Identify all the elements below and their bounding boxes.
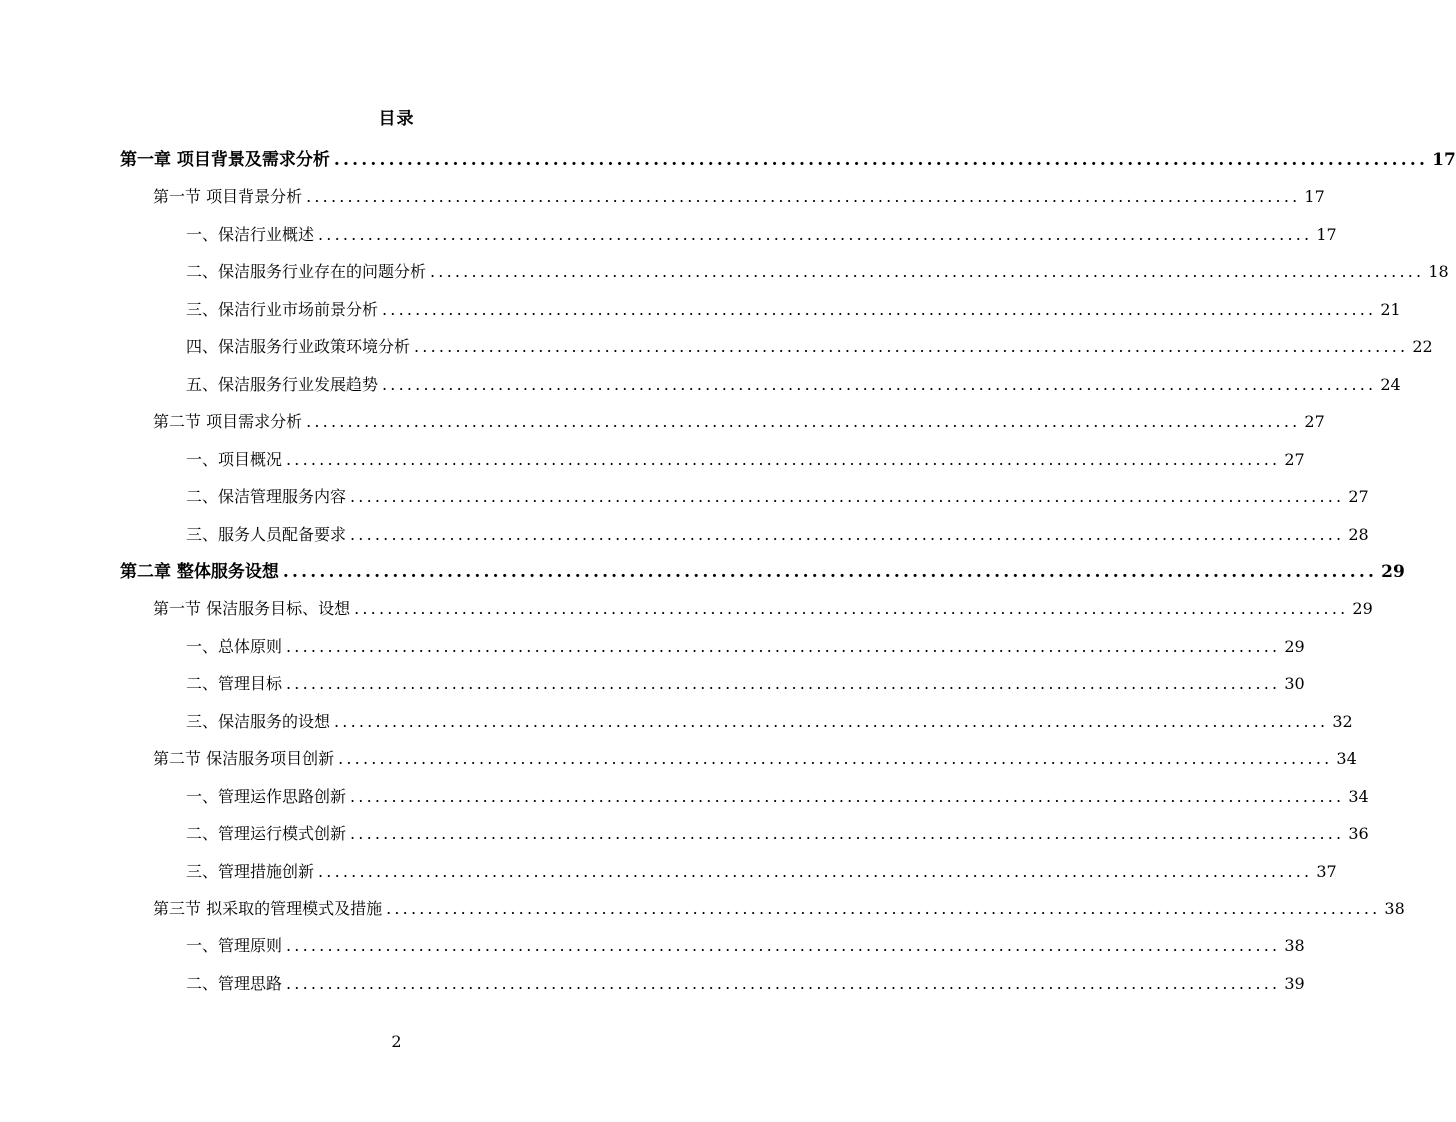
toc-section-entry[interactable] <box>153 410 1325 434</box>
toc-entry-label: 二、保洁管理服务内容 <box>186 487 347 507</box>
toc-entry-label: 一、保洁行业概述 <box>186 224 315 244</box>
toc-entry-page: 27 <box>1284 449 1305 469</box>
toc-entry-page: 17 <box>1316 224 1337 244</box>
toc-subsection-entry[interactable] <box>186 335 1433 359</box>
toc-dot-leader: ........................................................................................................................ <box>286 636 1281 656</box>
page-number: 2 <box>391 1032 402 1051</box>
toc-entry-label: 一、项目概况 <box>186 449 283 469</box>
toc-entry-page: 18 <box>1428 262 1449 282</box>
toc-dot-leader: ........................................................................................................................ <box>306 187 1301 207</box>
toc-subsection-entry[interactable] <box>186 822 1369 846</box>
toc-dot-leader: ........................................................................................................................ <box>382 299 1377 319</box>
toc-dot-leader: ........................................................................................................................ <box>350 824 1345 844</box>
toc-dot-leader: ........................................................................................................................ <box>354 599 1349 619</box>
toc-entry-page: 21 <box>1380 299 1401 319</box>
toc-entry-page: 38 <box>1284 936 1305 956</box>
page-title: 目录 <box>378 109 415 129</box>
toc-entry-page: 37 <box>1316 861 1337 881</box>
toc-subsection-entry[interactable] <box>186 972 1305 996</box>
toc-chapter-entry[interactable] <box>120 560 1405 584</box>
toc-dot-leader: ........................................................................................................................ <box>430 262 1425 282</box>
toc-section-entry[interactable] <box>153 897 1405 921</box>
toc-entry-label: 三、管理措施创新 <box>186 861 315 881</box>
toc-entry-label: 一、管理运作思路创新 <box>186 786 347 806</box>
toc-entry-page: 17 <box>1432 150 1456 170</box>
toc-subsection-entry[interactable] <box>186 785 1369 809</box>
toc-section-entry[interactable] <box>153 747 1357 771</box>
toc-entry-page: 22 <box>1412 337 1433 357</box>
toc-dot-leader: ........................................................................................................................ <box>306 412 1301 432</box>
toc-entry-page: 38 <box>1384 899 1405 918</box>
toc-dot-leader: ........................................................................................................................ <box>334 711 1329 731</box>
toc-subsection-entry[interactable] <box>186 485 1369 509</box>
toc-entry-label: 第一节 保洁服务目标、设想 <box>153 599 351 619</box>
toc-entry-page: 34 <box>1336 749 1357 769</box>
toc-subsection-entry[interactable] <box>186 523 1369 547</box>
toc-entry-label: 第一章 项目背景及需求分析 <box>120 150 330 170</box>
toc-dot-leader: ........................................................................................................................ <box>286 973 1281 993</box>
toc-entry-label: 三、保洁服务的设想 <box>186 711 331 731</box>
toc-entry-label: 二、管理思路 <box>186 973 283 993</box>
toc-dot-leader: ........................................................................................................................ <box>338 749 1333 769</box>
toc-entry-page: 36 <box>1348 824 1369 844</box>
toc-entry-label: 五、保洁服务行业发展趋势 <box>186 374 379 394</box>
toc-dot-leader: ........................................................................................................................ <box>318 861 1313 881</box>
toc-dot-leader: ........................................................................................................................ <box>386 899 1381 918</box>
toc-entry-page: 30 <box>1284 674 1305 694</box>
toc-dot-leader: ........................................................................................................................ <box>282 561 1378 582</box>
toc-subsection-entry[interactable] <box>186 635 1305 659</box>
toc-entry-page: 29 <box>1381 561 1405 582</box>
toc-subsection-entry[interactable] <box>186 223 1337 247</box>
toc-entry-label: 二、管理运行模式创新 <box>186 824 347 844</box>
toc-entry-page: 24 <box>1380 374 1401 394</box>
toc-subsection-entry[interactable] <box>186 860 1337 884</box>
toc-dot-leader: ........................................................................................................................ <box>318 224 1313 244</box>
toc-dot-leader: ........................................................................................................................ <box>286 449 1281 469</box>
toc-entry-label: 第二章 整体服务设想 <box>120 561 279 582</box>
toc-dot-leader: ........................................................................................................................ <box>333 150 1429 170</box>
toc-entry-label: 一、管理原则 <box>186 936 283 956</box>
toc-subsection-entry[interactable] <box>186 672 1305 696</box>
toc-dot-leader: ........................................................................................................................ <box>350 786 1345 806</box>
toc-entry-label: 第二节 保洁服务项目创新 <box>153 749 335 769</box>
toc-entry-page: 39 <box>1284 973 1305 993</box>
toc-entry-label: 一、总体原则 <box>186 636 283 656</box>
toc-subsection-entry[interactable] <box>186 373 1401 397</box>
toc-entry-page: 29 <box>1352 599 1373 619</box>
toc-dot-leader: ........................................................................................................................ <box>414 337 1409 357</box>
toc-entry-page: 17 <box>1304 187 1325 207</box>
toc-entry-page: 29 <box>1284 636 1305 656</box>
toc-entry-label: 二、管理目标 <box>186 674 283 694</box>
toc-entry-label: 二、保洁服务行业存在的问题分析 <box>186 262 427 282</box>
toc-dot-leader: ........................................................................................................................ <box>350 487 1345 507</box>
toc-dot-leader: ........................................................................................................................ <box>286 936 1281 956</box>
toc-dot-leader: ........................................................................................................................ <box>382 374 1377 394</box>
toc-entry-label: 三、服务人员配备要求 <box>186 524 347 544</box>
toc-entry-page: 27 <box>1348 487 1369 507</box>
toc-dot-leader: ........................................................................................................................ <box>350 524 1345 544</box>
toc-section-entry[interactable] <box>153 185 1325 209</box>
toc-entry-page: 32 <box>1332 711 1353 731</box>
toc-entry-page: 28 <box>1348 524 1369 544</box>
toc-entry-label: 四、保洁服务行业政策环境分析 <box>186 337 411 357</box>
toc-entry-label: 三、保洁行业市场前景分析 <box>186 299 379 319</box>
toc-subsection-entry[interactable] <box>186 934 1305 958</box>
toc-section-entry[interactable] <box>153 597 1373 621</box>
toc-chapter-entry[interactable] <box>120 148 1456 172</box>
toc-subsection-entry[interactable] <box>186 260 1449 284</box>
toc-entry-label: 第二节 项目需求分析 <box>153 412 303 432</box>
toc-subsection-entry[interactable] <box>186 448 1305 472</box>
toc-entry-label: 第三节 拟采取的管理模式及措施 <box>153 899 383 918</box>
toc-entry-page: 27 <box>1304 412 1325 432</box>
toc-entry-label: 第一节 项目背景分析 <box>153 187 303 207</box>
toc-entry-page: 34 <box>1348 786 1369 806</box>
toc-subsection-entry[interactable] <box>186 298 1401 322</box>
toc-subsection-entry[interactable] <box>186 710 1353 734</box>
toc-dot-leader: ........................................................................................................................ <box>286 674 1281 694</box>
